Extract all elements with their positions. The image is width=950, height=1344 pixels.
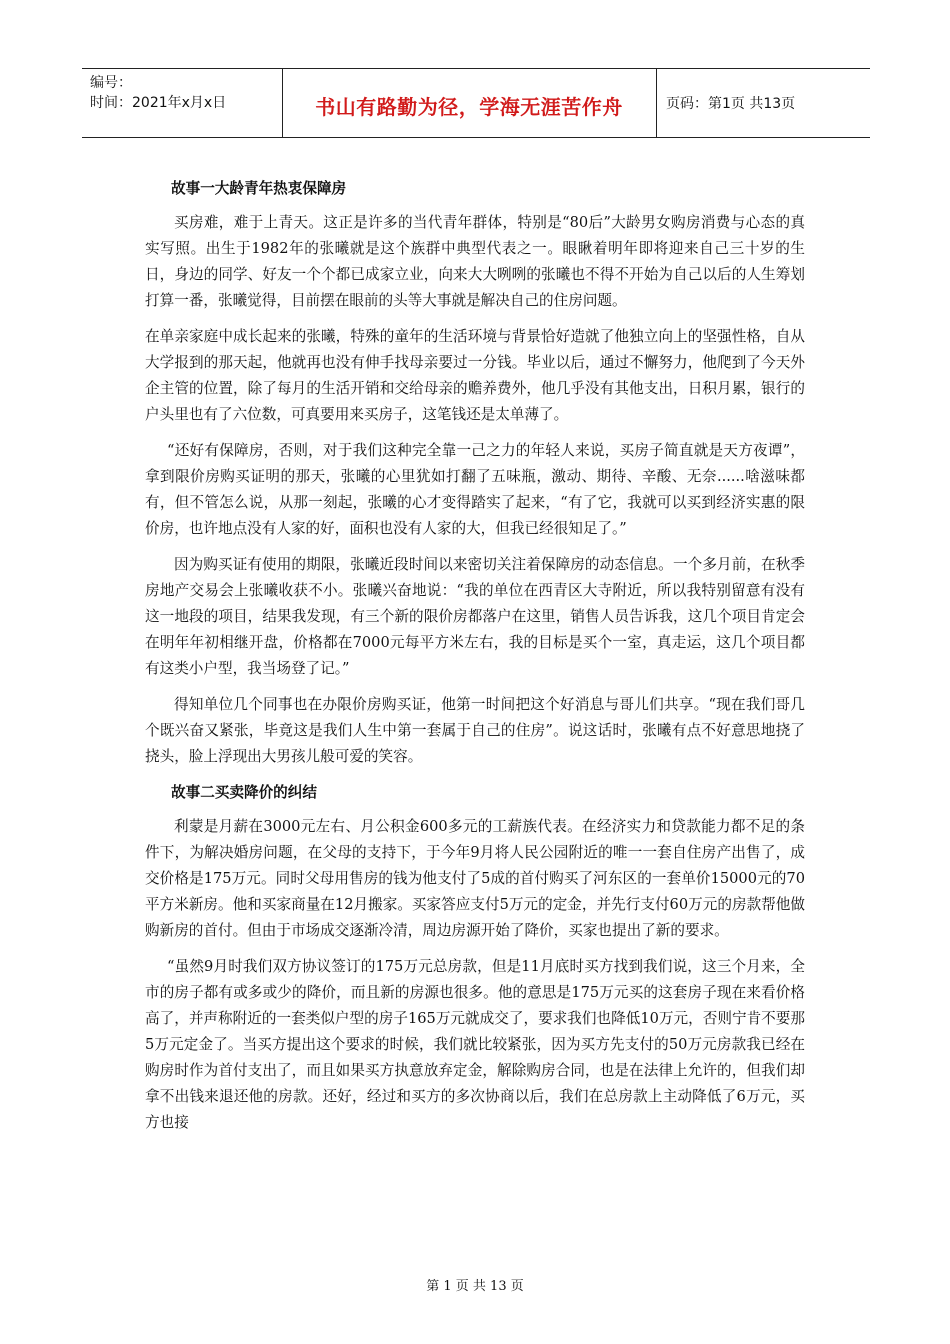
header-motto: 书山有路勤为径，学海无涯苦作舟 <box>315 95 623 119</box>
date-line: 时间：2021年x月x日 <box>90 95 227 111</box>
header-divider <box>656 69 657 137</box>
header-meta <box>90 73 226 113</box>
paragraph: “虽然9月时我们双方协议签订的175万元总房款，但是11月底时买方找到我们说，这三个月来，全市的房子都有或多或少的降价，而且新的房源也很多。他的意思是175万元买的这套房子现在来看价格高了，并声称附近的一套类似户型的房子165万元就成交了，要求我们也降低10万元，否则宁肯不要那5万元定金了。当买方提出这个要求的时候，我们就比较紧张，因为买方先支付的50万元房款我已经在购房时作为首付支出了，而且如果买方执意放弃定金，解除购房合同，也是在法律上允许的，但我们却拿不出钱来退还他的房款。还好，经过和买方的多次协商以后，我们在总房款上主动降低了6万元，买方也接 <box>145 958 805 1131</box>
document-body <box>145 176 805 1146</box>
section-title-2: 故事二买卖降价的纠结 <box>171 784 317 801</box>
paragraph: 因为购买证有使用的期限，张曦近段时间以来密切关注着保障房的动态信息。一个多月前，在秋季房地产交易会上张曦收获不小。张曦兴奋地说：“我的单位在西青区大寺附近，所以我特别留意有没有这一地段的项目，结果我发现，有三个新的限价房都落户在这里，销售人员告诉我，这几个项目肯定会在明年年初相继开盘，价格都在7000元每平方米左右，我的目标是买个一室，真走运，这几个项目都有这类小户型，我当场登了记。” <box>145 556 805 677</box>
paragraph: 得知单位几个同事也在办限价房购买证，他第一时间把这个好消息与哥儿们共享。“现在我们哥几个既兴奋又紧张，毕竟这是我们人生中第一套属于自己的住房”。说这话时，张曦有点不好意思地挠了挠头，脸上浮现出大男孩儿般可爱的笑容。 <box>145 696 805 765</box>
page-header <box>82 68 870 138</box>
section-title-1: 故事一大龄青年热衷保障房 <box>171 180 347 197</box>
number-label: 编号： <box>90 75 132 91</box>
paragraph: 利蒙是月薪在3000元左右、月公积金600多元的工薪族代表。在经济实力和贷款能力都不足的条件下，为解决婚房问题，在父母的支持下，于今年9月将人民公园附近的唯一一套自住房产出售了，成交价格是175万元。同时父母用售房的钱为他支付了5成的首付购买了河东区的一套单价15000元的70平方米新房。他和买家商量在12月搬家。买家答应支付5万元的定金，并先行支付60万元的房款帮他做购新房的首付。但由于市场成交逐渐冷清，周边房源开始了降价，买家也提出了新的要求。 <box>145 818 805 939</box>
page-footer: 第 1 页 共 13 页 <box>426 1279 524 1294</box>
header-page-info: 页码：第1页 共13页 <box>666 96 796 112</box>
paragraph: 在单亲家庭中成长起来的张曦，特殊的童年的生活环境与背景恰好造就了他独立向上的坚强性格，自从大学报到的那天起，他就再也没有伸手找母亲要过一分钱。毕业以后，通过不懈努力，他爬到了今天外企主管的位置，除了每月的生活开销和交给母亲的赡养费外，他几乎没有其他支出，日积月累，银行的户头里也有了六位数，可真要用来买房子，这笔钱还是太单薄了。 <box>145 328 805 423</box>
paragraph: 买房难，难于上青天。这正是许多的当代青年群体，特别是“80后”大龄男女购房消费与心态的真实写照。出生于1982年的张曦就是这个族群中典型代表之一。眼瞅着明年即将迎来自己三十岁的生日，身边的同学、好友一个个都已成家立业，向来大大咧咧的张曦也不得不开始为自己以后的人生筹划打算一番，张曦觉得，目前摆在眼前的头等大事就是解决自己的住房问题。 <box>145 214 805 309</box>
paragraph: “还好有保障房，否则，对于我们这种完全靠一己之力的年轻人来说，买房子简直就是天方夜谭”，拿到限价房购买证明的那天，张曦的心里犹如打翻了五味瓶，激动、期待、辛酸、无奈......啥滋味都有，但不管怎么说，从那一刻起，张曦的心才变得踏实了起来，“有了它，我就可以买到经济实惠的限价房，也许地点没有人家的好，面积也没有人家的大，但我已经很知足了。” <box>145 442 805 537</box>
